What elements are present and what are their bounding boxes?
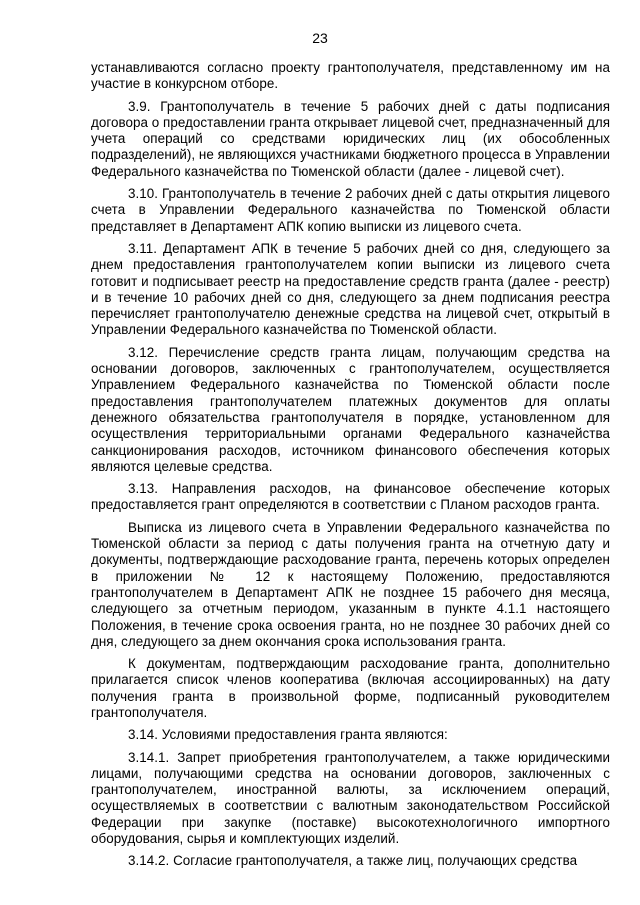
paragraph-3-10: 3.10. Грантополучатель в течение 2 рабочих дней с даты открытия лицевого счета в Управлении Федерального казначейства по Тюменской области представляет в Департамент АПК копию выписки из лицевого счета. <box>91 186 610 234</box>
page-number: 23 <box>312 30 328 46</box>
paragraph-continuation: устанавливаются согласно проекту грантополучателя, представленному им на участие в конкурсном отборе. <box>91 60 610 92</box>
document-body <box>91 60 610 870</box>
paragraph-members-list: К документам, подтверждающим расходование гранта, дополнительно прилагается список членов кооператива (включая ассоциированных) на дату получения гранта в произвольной форме, подписанный руководителем грантополучателя. <box>91 656 610 720</box>
paragraph-3-13: 3.13. Направления расходов, на финансовое обеспечение которых предоставляется грант определяются в соответствии с Планом расходов гранта. <box>91 481 610 513</box>
paragraph-3-9: 3.9. Грантополучатель в течение 5 рабочих дней с даты подписания договора о предоставлении гранта открывает лицевой счет, предназначенный для учета операций со средствами юридических лиц (их обособленных подразделений), не являющихся участниками бюджетного процесса в Управлении Федерального казначейства по Тюменской области (далее - лицевой счет). <box>91 98 611 179</box>
paragraph-3-14-1: 3.14.1. Запрет приобретения грантополучателем, а также юридическими лицами, получающими средства на основании договоров, заключенных с грантополучателем, иностранной валюты, за исключением операций, осуществляемых в соответствии с валютным законодательством Российской Федерации при закупке (поставке) высокотехнологичного импортного оборудования, сырья и комплектующих изделий. <box>91 749 610 847</box>
paragraph-statement-reporting: Выписка из лицевого счета в Управлении Федерального казначейства по Тюменской области за период с даты получения гранта на отчетную дату и документы, подтверждающие расходование гранта, перечень которых определен в приложении № 12 к настоящему Положению, предоставляются грантополучателем в Департамент АПК не позднее 15 рабочего дня месяца, следующего за отчетным периодом, указанным в пункте 4.1.1 настоящего Положения, в течение срока освоения гранта, но не позднее 30 рабочих дней со дня, следующего за днем окончания срока использования гранта. <box>91 519 610 649</box>
paragraph-3-14-2: 3.14.2. Согласие грантополучателя, а также лиц, получающих средства <box>128 853 578 869</box>
paragraph-3-11: 3.11. Департамент АПК в течение 5 рабочих дней со дня, следующего за днем предоставления грантополучателем копии выписки из лицевого счета готовит и подписывает реестр на предоставление средств гранта (далее - реестр) и в течение 10 рабочих дней со дня, следующего за днем подписания реестра перечисляет грантополучателю денежные средства на лицевой счет, открытый в Управлении Федерального казначейства по Тюменской области. <box>91 240 610 338</box>
paragraph-3-12: 3.12. Перечисление средств гранта лицам, получающим средства на основании договоров, заключенных с грантополучателем, осуществляется Управлением Федерального казначейства по Тюменской области после предоставления грантополучателем платежных документов для оплаты денежного обязательства грантополучателя в порядке, установленном для осуществления территориальными органами Федерального казначейства санкционирования расходов, источником финансового обеспечения которых являются целевые средства. <box>91 344 610 474</box>
paragraph-3-14: 3.14. Условиями предоставления гранта являются: <box>128 727 448 743</box>
